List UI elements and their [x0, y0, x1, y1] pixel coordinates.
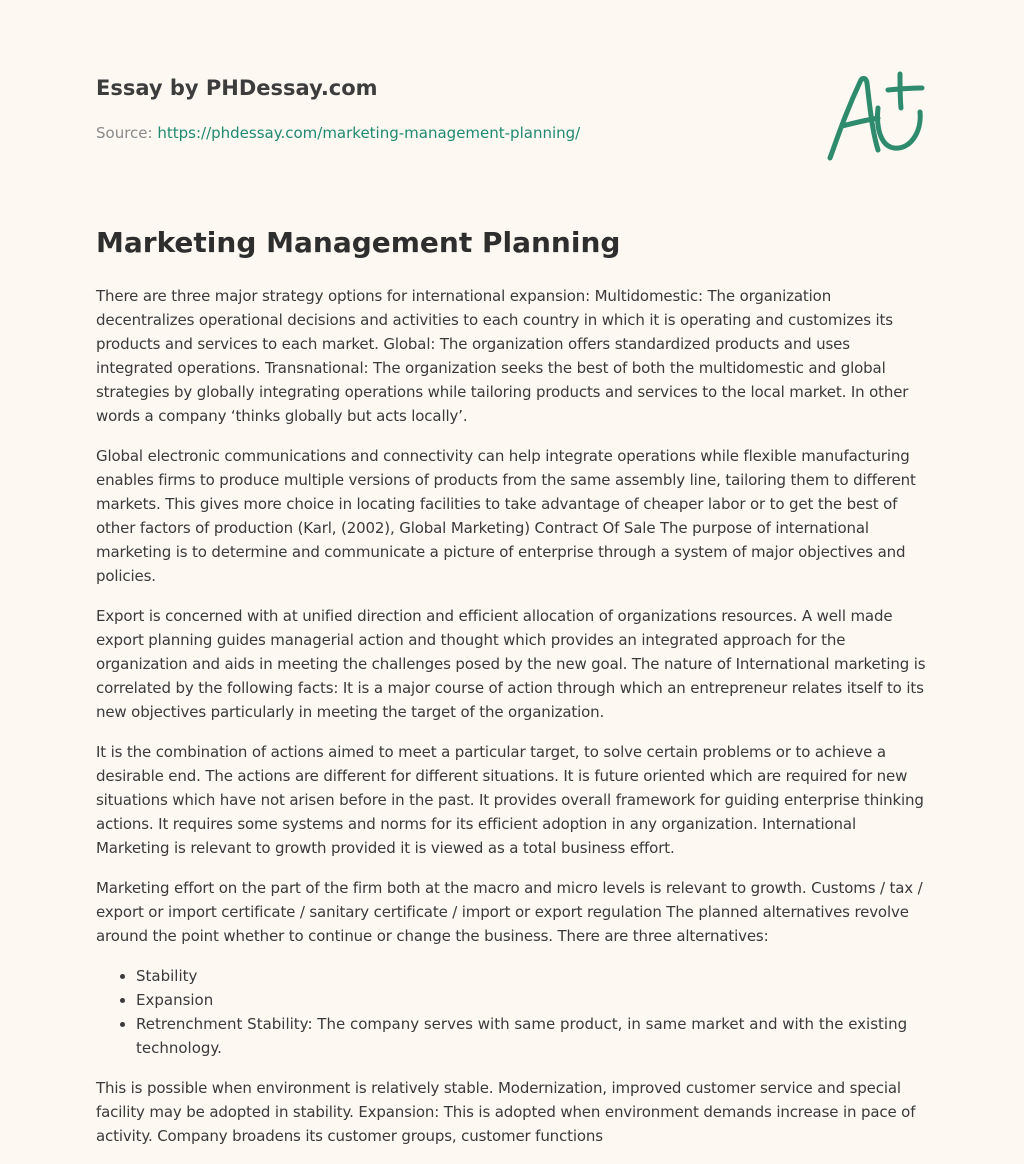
essay-paragraph: Global electronic communications and connectivity can help integrate operations while flexible manufacturing enables firms to produce multiple versions of products from the same assembly line, tailoring them to different markets. This gives more choice in locating facilities to take advantage of cheaper labor or to get the best of other factors of production (Karl, (2002), Global Marketing) Contract Of Sale The purpose of international marketing is to determine and communicate a picture of enterprise through a system of major objectives and policies. — [96, 447, 916, 585]
essay-paragraph: Marketing effort on the part of the firm both at the macro and micro levels is relevant to growth. Customs / tax / export or import certificate / sanitary certificate / import or export regulation The planned alternatives revolve around the point whether to continue or change the business. There are three alternatives: — [96, 879, 923, 945]
essay-paragraph: This is possible when environment is relatively stable. Modernization, improved customer service and special facility may be adopted in stability. Expansion: This is adopted when environment demands increase in pace of activity. Company broadens its customer groups, customer functions — [96, 1079, 916, 1145]
essay-paragraph: It is the combination of actions aimed to meet a particular target, to solve certain problems or to achieve a desirable end. The actions are different for different situations. It is future oriented which are required for new situations which have not arisen before in the past. It provides overall framework for guiding enterprise thinking actions. It requires some systems and norms for its efficient adoption in any organization. International Marketing is relevant to growth provided it is viewed as a total business effort. — [96, 743, 924, 857]
source-link[interactable]: https://phdessay.com/marketing-management-planning/ — [157, 124, 581, 142]
site-title: Essay by PHDessay.com — [96, 76, 378, 100]
essay-paragraph: Export is concerned with at unified direction and efficient allocation of organizations resources. A well made export planning guides managerial action and thought which provides an integrated approach for the organization and aids in meeting the challenges posed by the new goal. The nature of International marketing is correlated by the following facts: It is a major course of action through which an entrepreneur relates itself to its new objectives particularly in meeting the target of the organization. — [96, 607, 926, 721]
alternatives-list — [96, 964, 928, 1060]
list-item: • Expansion — [136, 988, 928, 1012]
essay-paragraph: There are three major strategy options for international expansion: Multidomestic: The organization decentralizes operational decisions and activities to each country in which it is operating and customizes its products and services to each market. Global: The organization offers standardized products and uses integrated operations. Transnational: The organization seeks the best of both the multidomestic and global strategies by globally integrating operations while tailoring products and services to the local market. In other words a company ‘thinks globally but acts locally’. — [96, 287, 909, 425]
list-item: • Stability — [136, 964, 928, 988]
source-line — [96, 124, 580, 142]
source-label: Source: — [96, 124, 153, 142]
essay-content — [96, 284, 928, 1164]
essay-title: Marketing Management Planning — [96, 226, 621, 259]
a-plus-logo-icon — [824, 68, 928, 164]
list-item: • Retrenchment Stability: The company serves with same product, in same market and with the existing technology. — [136, 1012, 928, 1060]
